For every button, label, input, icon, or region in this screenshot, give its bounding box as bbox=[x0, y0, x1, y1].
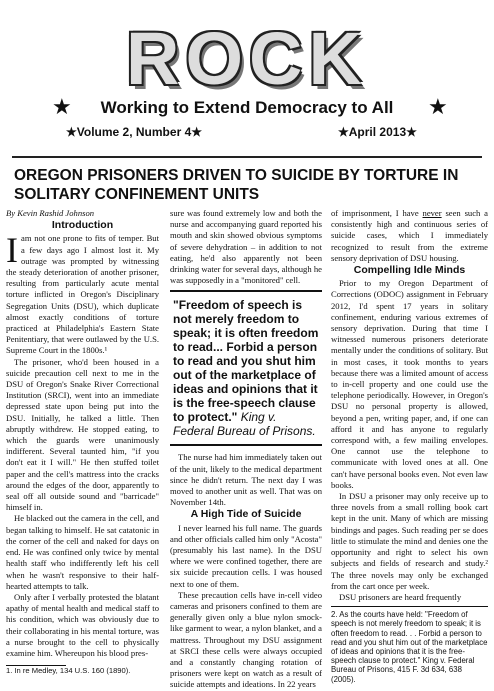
paragraph-text: of imprisonment, I have bbox=[331, 208, 423, 218]
star-icon: ★ bbox=[428, 94, 448, 119]
pull-quote bbox=[170, 290, 322, 446]
subhead-introduction: Introduction bbox=[51, 219, 114, 232]
column-3 bbox=[331, 208, 488, 684]
masthead bbox=[0, 0, 494, 158]
paragraph: In DSU a prisoner may only receive up to three novels from a small rolling book cart kept in the unit. Many of which are missing bindings and pages. Such reading per se does little to stimulate the mind and denies one the opportunity and right to select his own subjects and fields of research and study.² The three novels may only be exchanged from the cart once per week. bbox=[331, 491, 488, 591]
byline: By Kevin Rashid Johnson bbox=[6, 208, 95, 218]
paragraph: sure was found extremely low and both the nurse and accompanying guard reported his mouth and skin showed obvious symptoms of severe dehydration – in addition to not eating, he'd also apparently not been drinking water for several days, although he was supposedly in a "monitored" cell. bbox=[170, 208, 322, 286]
date-label: April 2013 bbox=[348, 125, 407, 139]
volume-info: ★Volume 2, Number 4★ bbox=[66, 125, 203, 139]
column-2 bbox=[170, 208, 322, 691]
paragraph: Prior to my Oregon Department of Corrections (ODOC) assignment in February 2012, I'd spent 17 years in solitary confinement, enduring various extremes of sensory deprivation. During that time I witnessed numerous prisoners deteriorate mentally under the conditions of solitary. But in most cases, it took months to years because there was a limited amount of access to in-cell property and one could use the telephone periodically. However, in Oregon's DSU no personal property is allowed, beyond a pen, writing paper, and, if one can afford it and has anyone to regularly correspond with, a few mailing envelopes. One cannot use the telephone to communicate with loved ones at all. One can't have personal books even. Not even law books. bbox=[331, 278, 488, 490]
article-headline: OREGON PRISONERS DRIVEN TO SUICIDE BY TORTURE IN SOLITARY CONFINEMENT UNITS bbox=[14, 167, 459, 203]
paragraph: DSU prisoners are heard frequently bbox=[339, 591, 462, 602]
paragraph: The nurse had him immediately taken out of the unit, likely to the medical department since he didn't return. The next day I was moved to another unit as well. That was on November 14th. bbox=[170, 452, 322, 508]
paragraph: I never learned his full name. The guards and other officials called him only "Acosta" (presumably his last name). In the DSU where we were confined together, there are six suicide precaution cells. I was housed next to one of them. bbox=[170, 522, 322, 589]
footnote-1: 1. In re Medley, 134 U.S. 160 (1890). bbox=[6, 666, 131, 676]
paragraph-text: seen such a consistently high and continuous series of suicide cases, which I immediately recognized to result from the extreme sensory deprivation of DSU housing. bbox=[331, 208, 488, 263]
column-1 bbox=[6, 208, 159, 675]
subhead-idle-minds: Compelling Idle Minds bbox=[353, 264, 466, 277]
footnote-divider bbox=[331, 606, 488, 607]
underlined-text: never bbox=[422, 208, 442, 218]
star-icon: ★ bbox=[52, 94, 72, 119]
paragraph: These precaution cells have in-cell video cameras and prisoners confined to them are generally given only a blue nylon smock-like garment to wear, a nylon blanket, and a mattress. Throughout my DSU assignment at SRCI these cells were always occupied and a constantly changing rotation of prisoners were kept on watch as a result of suicide attempts and ideations. In 22 years bbox=[170, 589, 322, 690]
drop-cap: I bbox=[6, 230, 18, 271]
footnote-2: 2. As the courts have held: "Freedom of speech is not merely freedom to speak; it is often freedom to read. . . Forbid a person to read and you shut him out of the marketplace of ideas and opinions that it is the free-speech clause to protect." King v. Federal Bureau of Prisons, 415 F. 3d 634, 638 (2005). bbox=[331, 610, 488, 684]
pull-quote-text: "Freedom of speech is not merely freedom to speak; it is often freedom to read... Forbid a person to read and you shut him out of the marketplace of ideas and opinions that it is the free-speech clause to protect." bbox=[173, 298, 319, 425]
paragraph: The prisoner, who'd been housed in a suicide precaution cell next to me in the DSU of Oregon's Snake River Correctional Institution (SRCI), went into an immediate depressed state upon being put into the DSU. Initially, he talked a little. Then abruptly withdrew. He stopped eating, to which the guards were unanimously indifferent. Several taunted him, "if you don't eat it I will." He then stuffed toilet paper and the cell's mattress into the cracks around the edges of the door, apparently to seal off all outside sound and "barricade" himself in. bbox=[6, 356, 159, 513]
paragraph: He blacked out the camera in the cell, and began talking to himself. He sat catatonic in the corner of the cell and naked for days on end. He was confined only twice by mental health staff who indifferently left his cell when he wasn't responsive to their half-hearted attempts to talk. bbox=[6, 513, 159, 591]
newsletter-logo: ROCK bbox=[126, 17, 368, 100]
paragraph bbox=[6, 230, 159, 356]
volume-label: Volume 2, Number 4 bbox=[76, 125, 192, 139]
pull-quote-attribution: King v. Federal Bureau of Prisons. bbox=[173, 410, 316, 439]
issue-date: ★April 2013★ bbox=[338, 125, 417, 139]
paragraph: Only after I verbally protested the blatant apathy of mental health and medical staff to his condition, which was obviously due to their collaborating in his mental torture, was a nurse brought to the cell to physically examine him. Whereupon his blood pres- bbox=[6, 591, 159, 658]
paragraph bbox=[331, 208, 488, 264]
subhead-high-tide: A High Tide of Suicide bbox=[190, 508, 302, 521]
masthead-rule bbox=[12, 156, 482, 158]
paragraph-text: am not one prone to fits of temper. But a few days ago I almost lost it. My outrage was prompted by witnessing the steady deterioration of another prisoner, resulting from particularly acute mental torture inflicted in Oregon's Disciplinary Segregation Units (DSU), which duplicate almost exactly conditions of torture practiced at Philadelphia's Eastern State Penitentiary, that were outlawed by the U.S. Supreme Court in the 1800s.¹ bbox=[6, 233, 159, 356]
tagline: Working to Extend Democracy to All bbox=[100, 98, 394, 117]
